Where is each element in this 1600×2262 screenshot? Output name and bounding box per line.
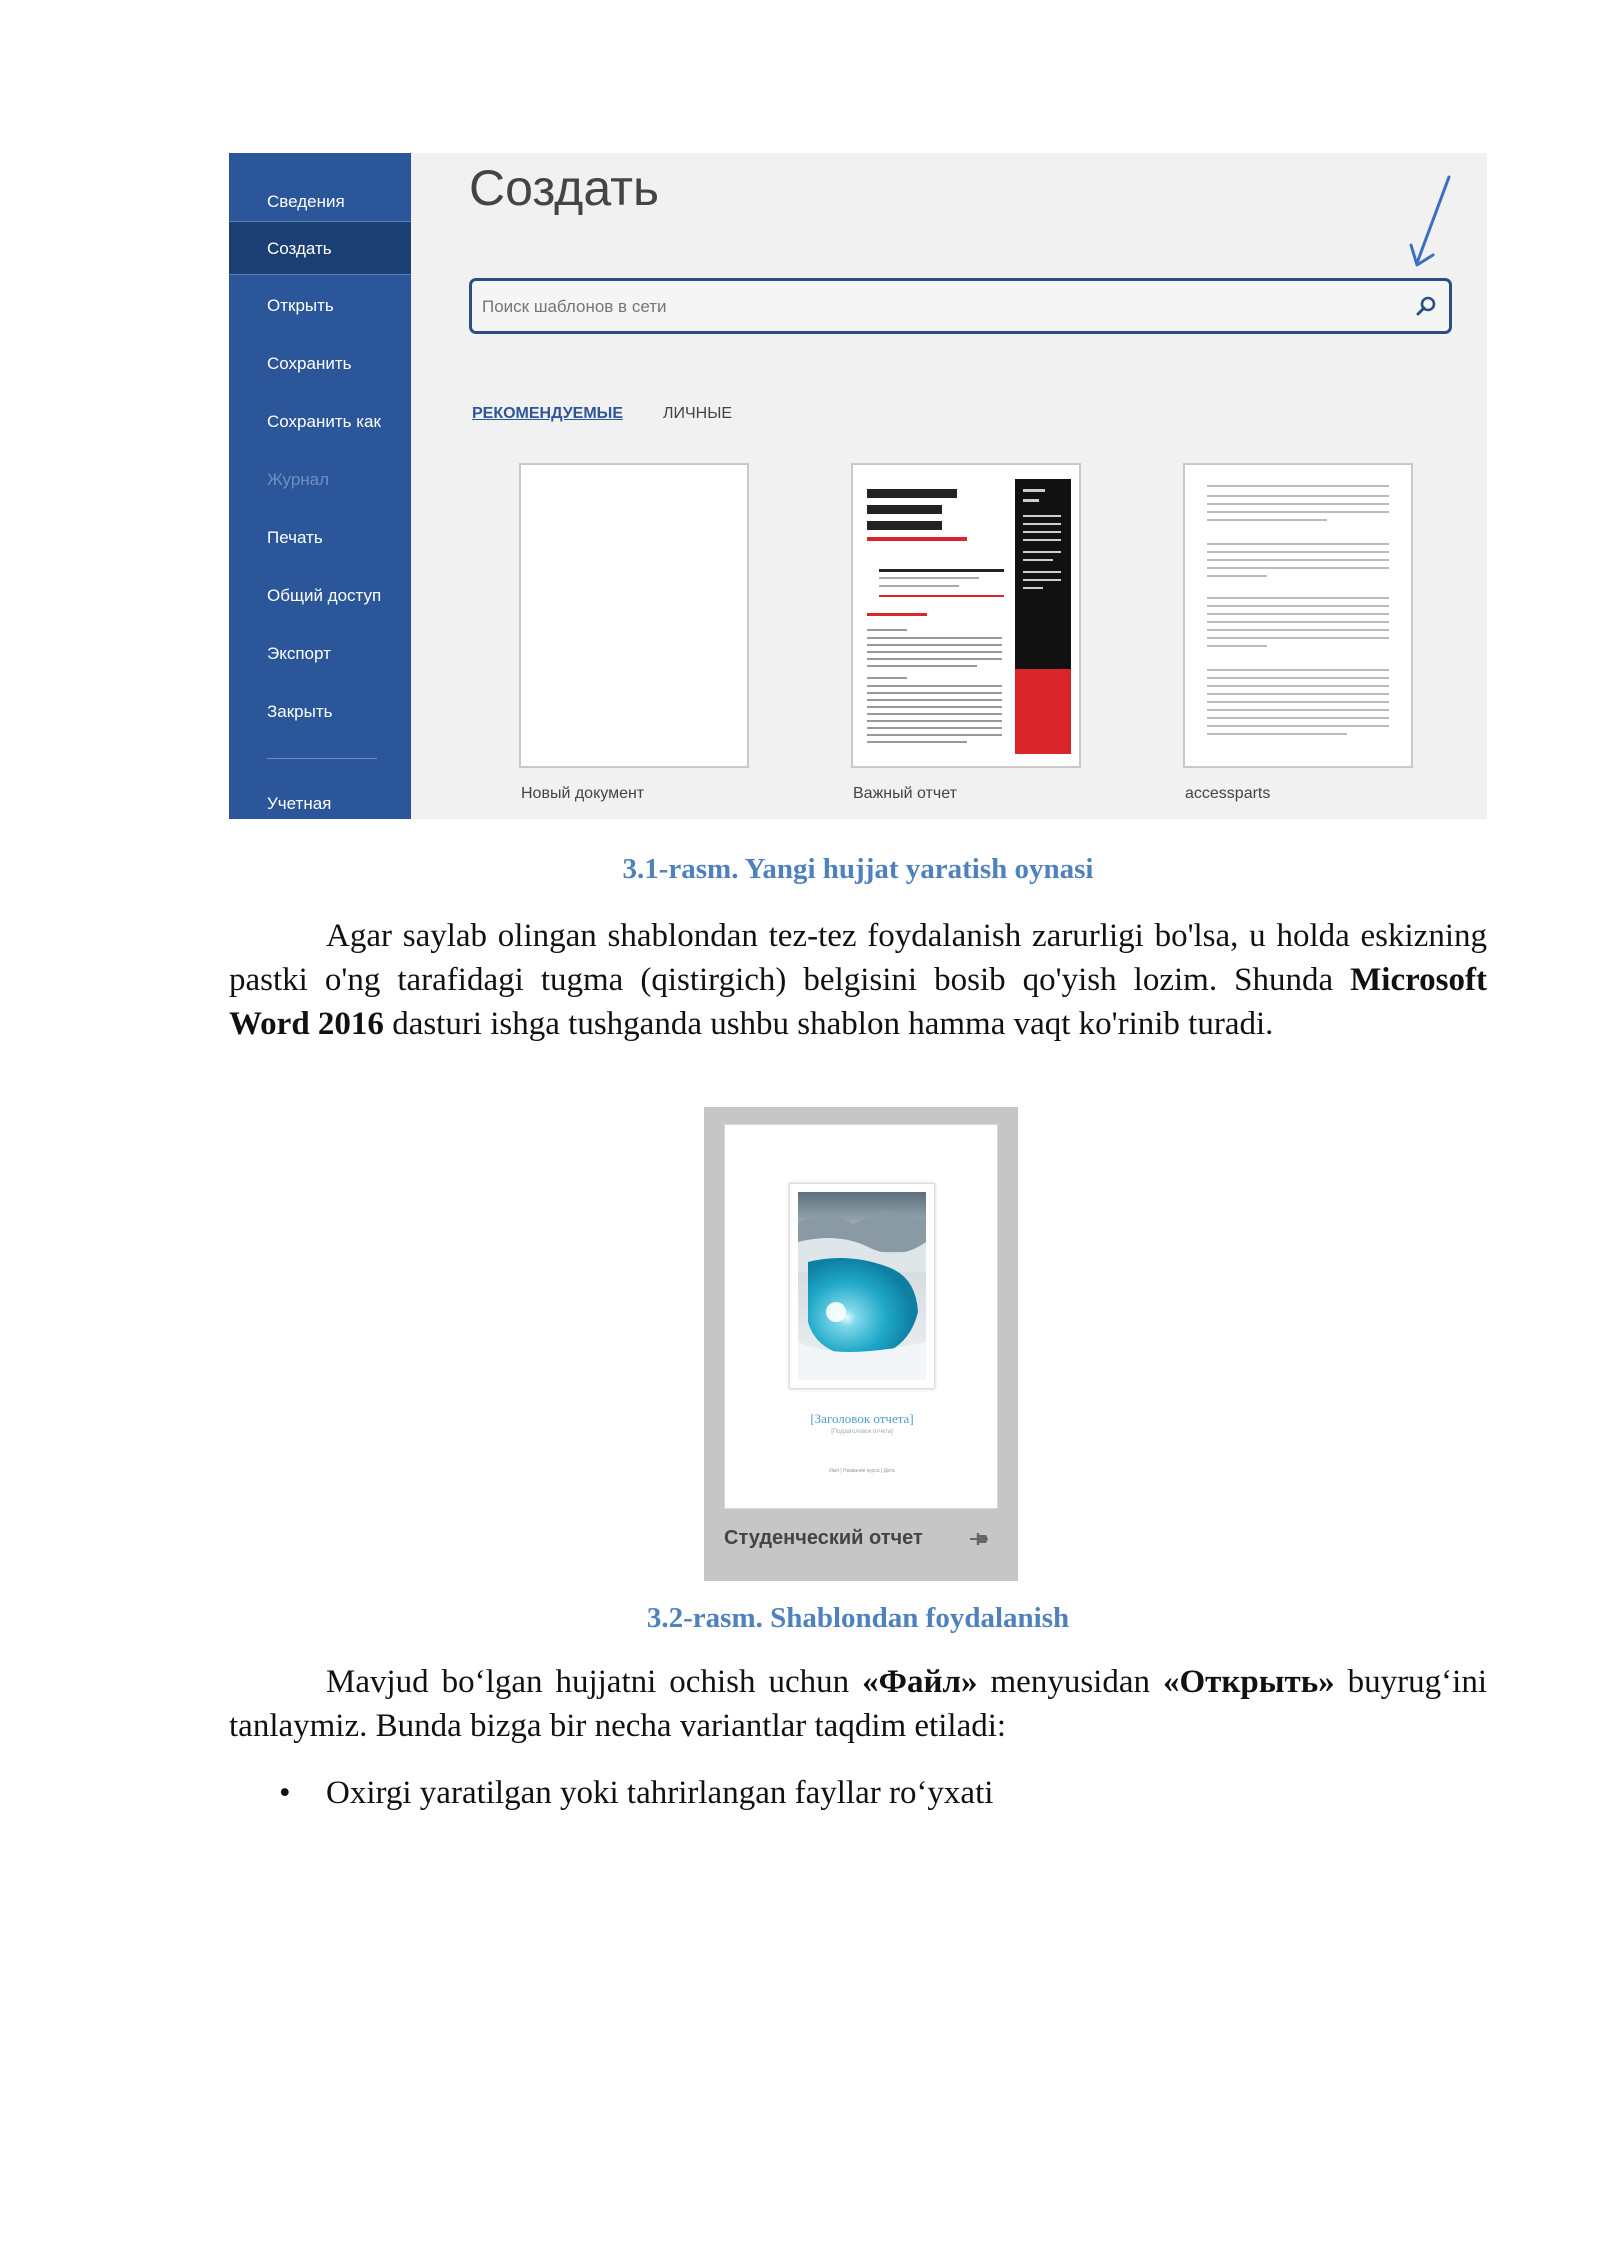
menu-file-ref: «Файл» [862,1664,978,1700]
nav-item-info[interactable]: Сведения [267,192,345,211]
template-label: accessparts [1185,785,1271,802]
report-preview-graphic [853,465,1079,766]
paragraph-1: Agar saylab olingan shablondan tez-tez foydalanish zarurligi bo'lsa, u holda eskizning pastki o'ng tarafidagi tugma (qistirgich) belgisini bosib qo'yish lozim. Shunda Microsoft Word 2016 dasturi ishga tushganda ushbu shablon hamma vaqt ko'rinib turadi. [229,918,1487,1042]
nav-item-new[interactable]: Создать [229,221,411,275]
word-backstage-screenshot [229,153,1487,819]
template-search-input[interactable] [480,291,1384,323]
template-thumbnail-blank[interactable] [519,463,749,768]
report-footer-placeholder: Имя | Название курса | Дата [829,1468,895,1474]
template-card-label: Студенческий отчет [724,1527,923,1549]
template-search-box[interactable] [469,278,1452,334]
template-label: Новый документ [521,785,645,802]
backstage-sidebar [229,153,411,819]
search-icon[interactable] [1415,295,1437,317]
glacier-photo [798,1192,926,1380]
template-thumbnail-report[interactable] [851,463,1081,768]
nav-item-print[interactable]: Печать [267,528,323,547]
annotation-arrow-icon [1409,175,1459,275]
nav-item-share[interactable]: Общий доступ [267,586,382,605]
list-item: • Oxirgi yaratilgan yoki tahrirlangan fayllar ro‘yxati [229,1771,1487,1815]
figure-caption-2: 3.2-rasm. Shablondan foydalanish [646,1602,1070,1634]
options-list [229,1771,1487,1815]
page-title: Создать [469,160,660,216]
student-report-template-card[interactable] [704,1107,1018,1581]
nav-item-account[interactable]: Учетная [267,794,332,813]
figure-caption-1: 3.1-rasm. Yangi hujjat yaratish oynasi [622,853,1094,885]
accessparts-preview-graphic [1185,465,1411,766]
template-page-preview [724,1124,998,1509]
report-title-placeholder: [Заголовок отчета] [810,1411,914,1426]
nav-item-export[interactable]: Экспорт [267,644,331,663]
nav-item-open[interactable]: Открыть [267,296,334,315]
nav-item-close[interactable]: Закрыть [267,702,333,721]
bullet-icon: • [279,1775,291,1811]
nav-divider [267,758,377,759]
template-thumbnail-accessparts[interactable] [1183,463,1413,768]
nav-item-history: Журнал [267,470,330,489]
paragraph-2: Mavjud bo‘lgan hujjatni ochish uchun «Файл» menyusidan «Открыть» buyrug‘ini tanlaymiz. Bunda bizga bir necha variantlar taqdim etiladi: [229,1664,1487,1744]
template-label: Важный отчет [853,785,957,802]
tab-personal[interactable]: ЛИЧНЫЕ [663,405,733,422]
cover-photo-frame [789,1183,935,1389]
product-name: Microsoft Word 2016 [229,962,1487,1042]
nav-item-save[interactable]: Сохранить [267,354,352,373]
pin-icon[interactable] [968,1530,990,1548]
nav-item-save-as[interactable]: Сохранить как [267,412,381,431]
tab-recommended[interactable]: РЕКОМЕНДУЕМЫЕ [472,405,623,422]
command-open-ref: «Открыть» [1163,1664,1335,1700]
report-subtitle-placeholder: [Подзаголовок отчета] [831,1429,893,1435]
